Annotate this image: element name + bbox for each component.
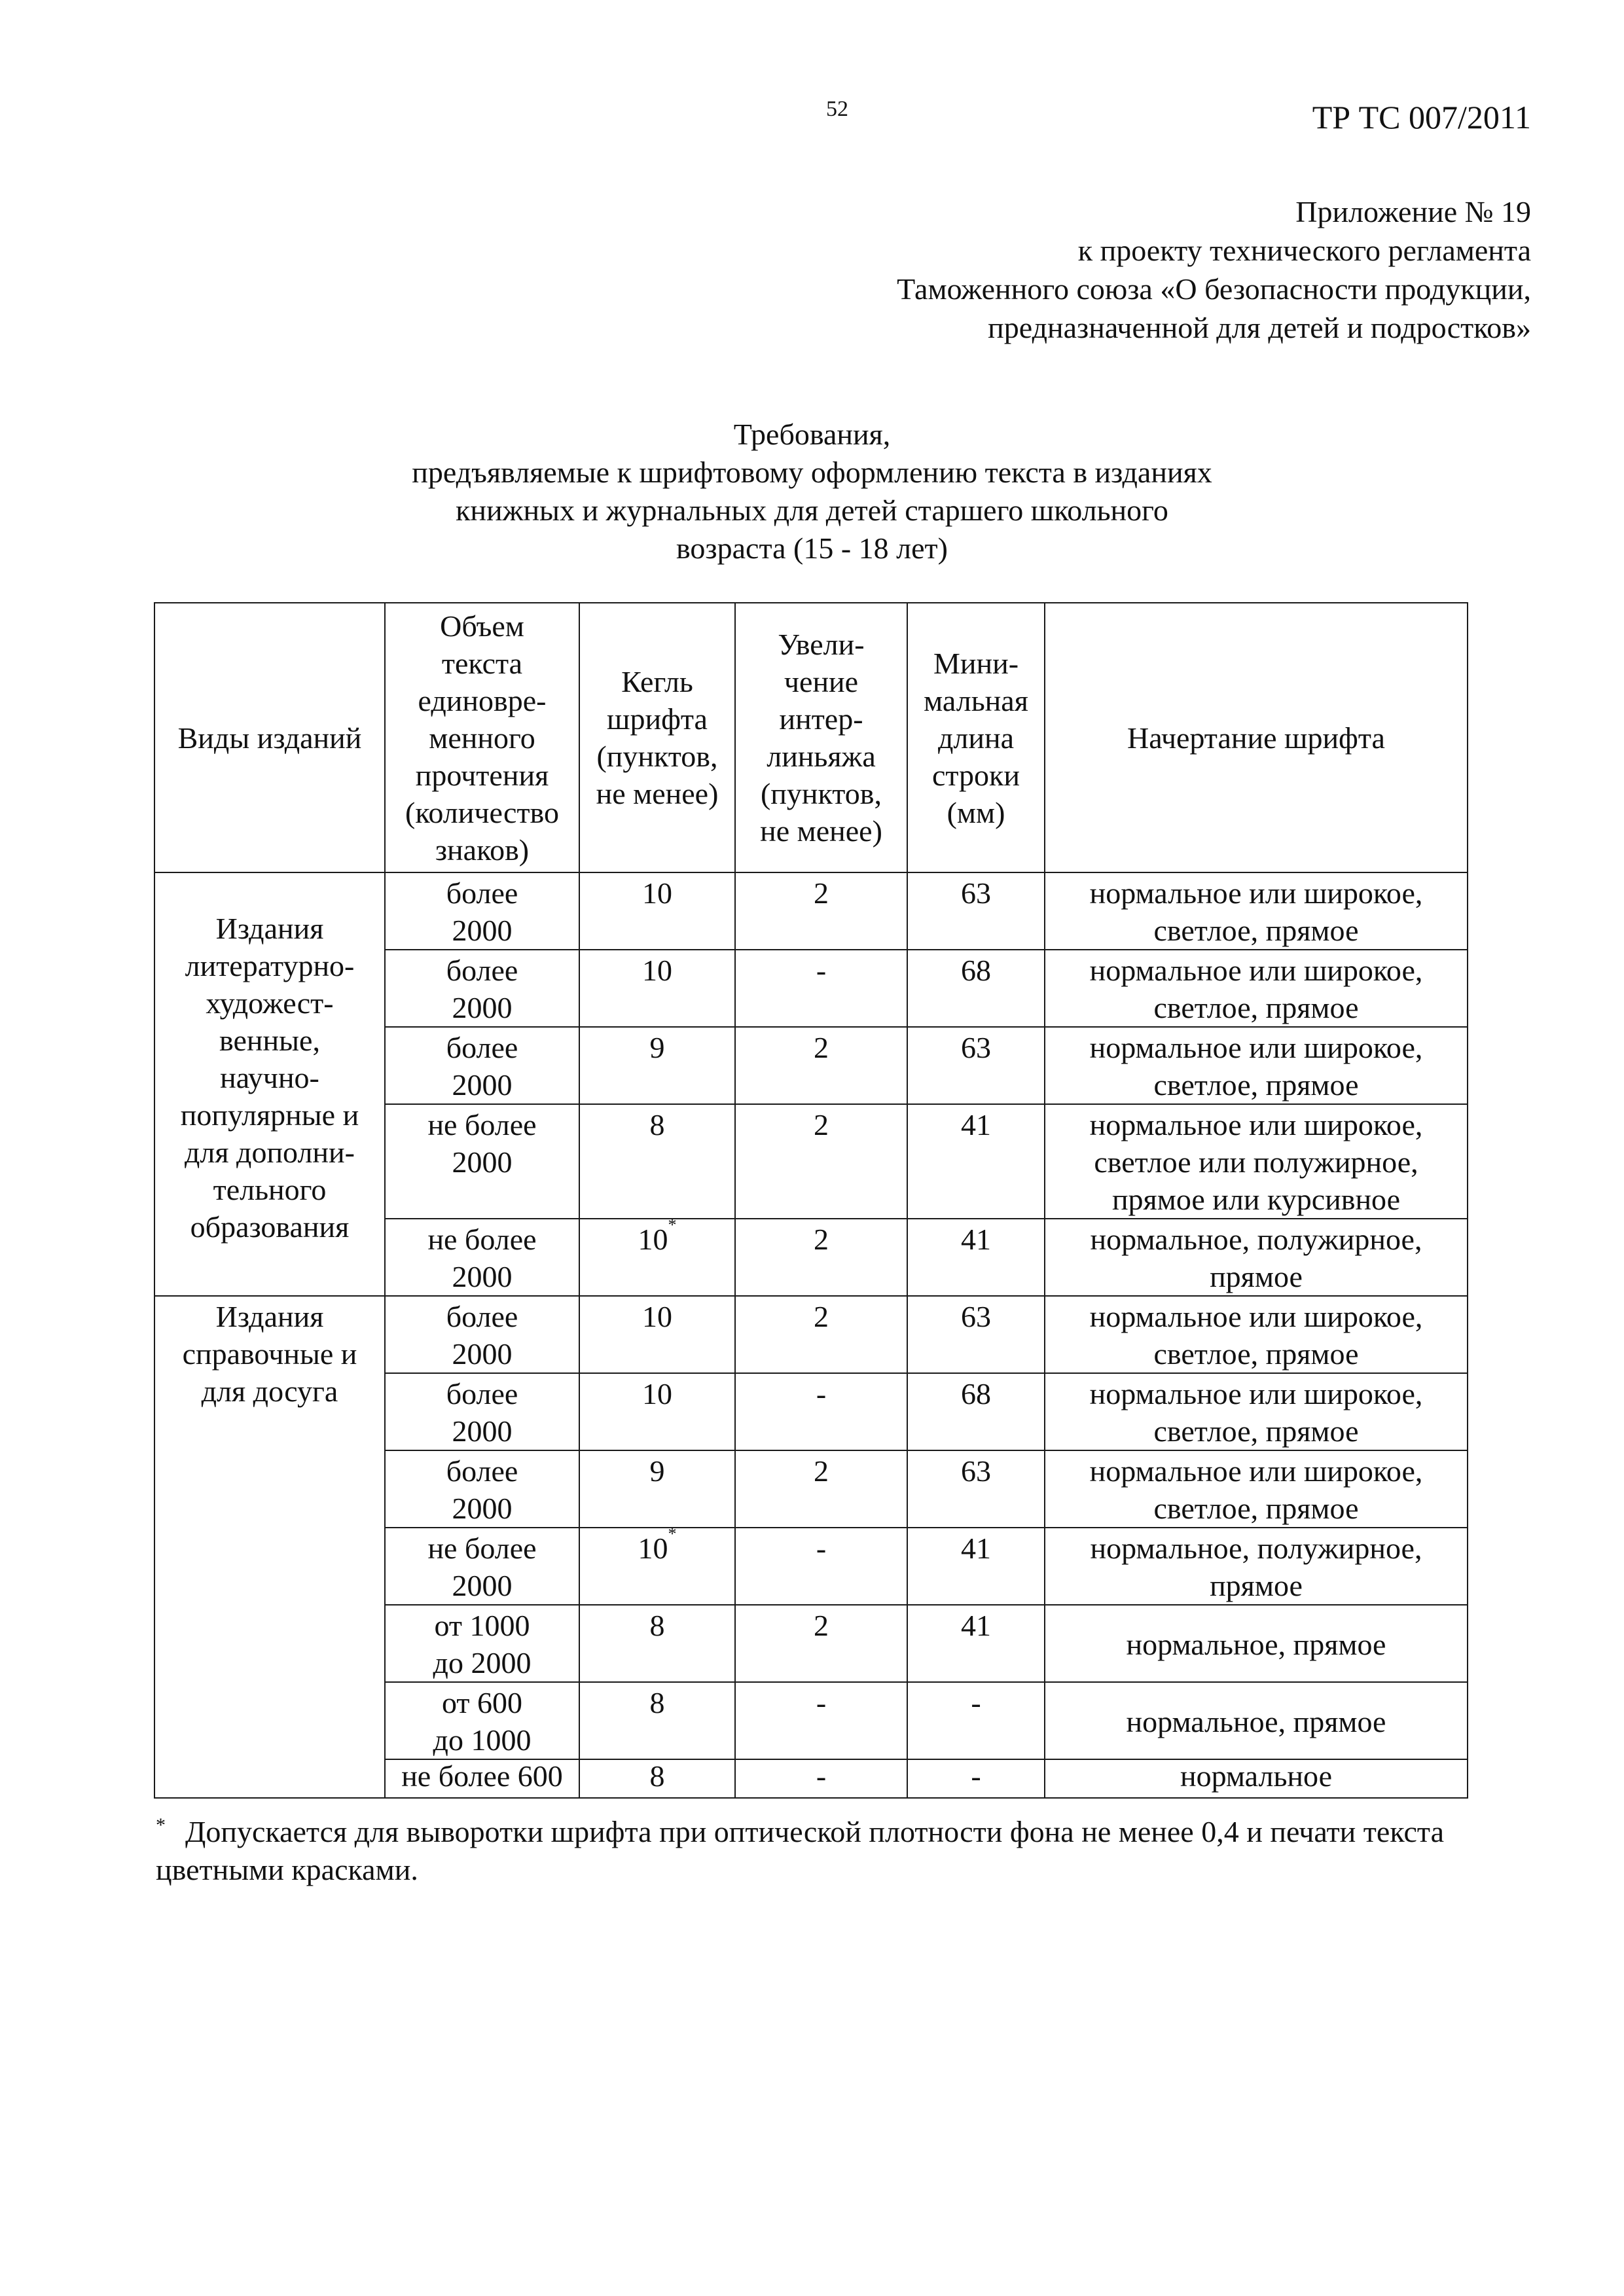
font-style-cell: нормальное, полужирное, прямое	[1045, 1528, 1468, 1605]
font-size-cell	[579, 950, 735, 1027]
font-size-value: 9	[649, 1454, 665, 1488]
edition-kind-cell: Издания литературно- художест- венные, научно- популярные и для дополни- тельного образования	[154, 872, 385, 1296]
leading-cell: 2	[735, 1450, 907, 1528]
appendix-line: к проекту технического регламента	[1077, 234, 1531, 267]
font-style-cell: нормальное, прямое	[1045, 1605, 1468, 1682]
leading-cell: -	[735, 1682, 907, 1759]
table-header-row	[154, 603, 1468, 872]
heading-line: Требования,	[733, 418, 891, 451]
min-length-cell: -	[907, 1682, 1045, 1759]
document-code: ТР ТС 007/2011	[1312, 99, 1531, 135]
appendix-line: Таможенного союза «О безопасности продукции,	[897, 272, 1531, 306]
font-size-cell	[579, 1528, 735, 1605]
text-volume-cell: не более 2000	[385, 1528, 579, 1605]
text-volume-cell: не более 2000	[385, 1104, 579, 1219]
leading-cell: 2	[735, 1104, 907, 1219]
min-length-cell: 41	[907, 1219, 1045, 1296]
text-volume-cell: более 2000	[385, 1450, 579, 1528]
appendix-line: предназначенной для детей и подростков»	[988, 311, 1531, 344]
appendix-line: Приложение № 19	[1295, 195, 1531, 228]
font-size-value: 10	[642, 954, 672, 987]
font-style-cell: нормальное или широкое, светлое, прямое	[1045, 1296, 1468, 1373]
heading-line: предъявляемые к шрифтовому оформлению текста в изданиях	[412, 456, 1212, 489]
page-number: 52	[826, 97, 848, 121]
min-length-cell: 63	[907, 1027, 1045, 1104]
text-volume-cell: более 2000	[385, 1027, 579, 1104]
font-size-cell	[579, 1605, 735, 1682]
font-style-cell: нормальное	[1045, 1759, 1468, 1798]
requirements-table	[154, 602, 1468, 1799]
column-header-leading: Увели- чение интер- линьяжа (пунктов, не менее)	[735, 603, 907, 872]
text-volume-cell: от 1000 до 2000	[385, 1605, 579, 1682]
leading-cell: 2	[735, 1027, 907, 1104]
font-size-value: 10	[638, 1532, 668, 1565]
font-size-cell	[579, 1027, 735, 1104]
text-volume-cell: более 2000	[385, 872, 579, 950]
text-volume-cell: не более 2000	[385, 1219, 579, 1296]
footnote-marker: *	[668, 1219, 677, 1234]
font-size-value: 8	[649, 1686, 665, 1719]
font-size-value: 10	[642, 1377, 672, 1410]
column-header-kind: Виды изданий	[154, 603, 385, 872]
min-length-cell: 41	[907, 1528, 1045, 1605]
edition-kind-cell: Издания справочные и для досуга	[154, 1296, 385, 1798]
text-volume-cell: не более 600	[385, 1759, 579, 1798]
font-size-cell	[579, 1450, 735, 1528]
text-volume-cell: более 2000	[385, 1296, 579, 1373]
font-style-cell: нормальное или широкое, светлое или полужирное, прямое или курсивное	[1045, 1104, 1468, 1219]
font-size-cell	[579, 1219, 735, 1296]
font-style-cell: нормальное или широкое, светлое, прямое	[1045, 1373, 1468, 1450]
leading-cell: 2	[735, 1605, 907, 1682]
appendix-caption	[897, 192, 1531, 347]
font-size-cell	[579, 1296, 735, 1373]
font-size-cell	[579, 1759, 735, 1798]
table-row	[154, 1296, 1468, 1373]
table-body	[154, 872, 1468, 1798]
leading-cell: -	[735, 1373, 907, 1450]
leading-cell: 2	[735, 872, 907, 950]
font-size-value: 10	[642, 1300, 672, 1333]
font-style-cell: нормальное или широкое, светлое, прямое	[1045, 1450, 1468, 1528]
font-size-value: 8	[649, 1759, 665, 1793]
font-style-cell: нормальное, полужирное, прямое	[1045, 1219, 1468, 1296]
font-size-value: 8	[649, 1609, 665, 1642]
text-volume-cell: более 2000	[385, 1373, 579, 1450]
min-length-cell: 41	[907, 1605, 1045, 1682]
document-heading	[0, 416, 1624, 567]
font-size-cell	[579, 1104, 735, 1219]
min-length-cell: 63	[907, 1296, 1045, 1373]
min-length-cell: 68	[907, 950, 1045, 1027]
min-length-cell: 41	[907, 1104, 1045, 1219]
leading-cell: -	[735, 950, 907, 1027]
column-header-font-style: Начертание шрифта	[1045, 603, 1468, 872]
footnote-marker: *	[156, 1814, 166, 1836]
footnote	[156, 1806, 1485, 1889]
font-size-value: 9	[649, 1031, 665, 1064]
min-length-cell: 63	[907, 1450, 1045, 1528]
column-header-volume: Объем текста единовре- менного прочтения (количество знаков)	[385, 603, 579, 872]
min-length-cell: -	[907, 1759, 1045, 1798]
leading-cell: -	[735, 1528, 907, 1605]
min-length-cell: 63	[907, 872, 1045, 950]
text-volume-cell: от 600 до 1000	[385, 1682, 579, 1759]
font-size-cell	[579, 872, 735, 950]
font-size-cell	[579, 1373, 735, 1450]
heading-line: возраста (15 - 18 лет)	[676, 531, 948, 565]
footnote-marker: *	[668, 1528, 677, 1543]
leading-cell: 2	[735, 1219, 907, 1296]
column-header-min-length: Мини- мальная длина строки (мм)	[907, 603, 1045, 872]
column-header-font-size: Кегль шрифта (пунктов, не менее)	[579, 603, 735, 872]
heading-line: книжных и журнальных для детей старшего школьного	[456, 493, 1168, 527]
font-size-value: 8	[649, 1108, 665, 1141]
table-row	[154, 872, 1468, 950]
min-length-cell: 68	[907, 1373, 1045, 1450]
font-style-cell: нормальное или широкое, светлое, прямое	[1045, 950, 1468, 1027]
text-volume-cell: более 2000	[385, 950, 579, 1027]
font-style-cell: нормальное, прямое	[1045, 1682, 1468, 1759]
footnote-text: Допускается для выворотки шрифта при оптической плотности фона не менее 0,4 и печати текста цветными красками.	[156, 1815, 1445, 1887]
font-style-cell: нормальное или широкое, светлое, прямое	[1045, 1027, 1468, 1104]
leading-cell: 2	[735, 1296, 907, 1373]
font-size-value: 10	[638, 1223, 668, 1256]
font-style-cell: нормальное или широкое, светлое, прямое	[1045, 872, 1468, 950]
font-size-cell	[579, 1682, 735, 1759]
font-size-value: 10	[642, 876, 672, 910]
leading-cell: -	[735, 1759, 907, 1798]
